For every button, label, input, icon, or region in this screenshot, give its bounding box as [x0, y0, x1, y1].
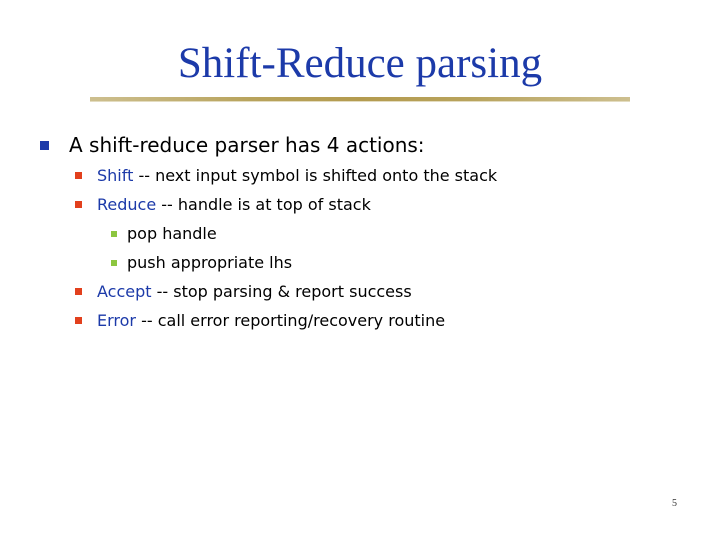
square-bullet-icon	[75, 172, 82, 179]
bullet-accept	[75, 282, 412, 301]
square-bullet-icon	[111, 260, 117, 266]
title-divider	[90, 97, 630, 101]
bullet-text: -- handle is at top of stack	[156, 195, 371, 214]
page-number: 5	[672, 498, 677, 509]
bullet-text: -- next input symbol is shifted onto the stack	[133, 166, 498, 185]
bullet-error	[75, 311, 445, 330]
square-bullet-icon	[75, 317, 82, 324]
bullet-keyword: Error	[97, 311, 136, 330]
bullet-shift	[75, 166, 497, 185]
bullet-keyword: Reduce	[97, 195, 157, 214]
square-bullet-icon	[111, 231, 117, 237]
bullet-text: push appropriate lhs	[127, 253, 293, 272]
bullet-text: -- call error reporting/recovery routine	[136, 311, 446, 330]
square-bullet-icon	[75, 288, 82, 295]
bullet-keyword: Shift	[97, 166, 134, 185]
square-bullet-icon	[75, 201, 82, 208]
bullet-text: pop handle	[127, 224, 217, 243]
bullet-main	[40, 133, 425, 157]
bullet-pop-handle	[111, 224, 217, 243]
bullet-reduce	[75, 195, 371, 214]
bullet-keyword: Accept	[97, 282, 152, 301]
bullet-text: -- stop parsing & report success	[151, 282, 412, 301]
bullet-main-text: A shift-reduce parser has 4 actions:	[69, 133, 425, 157]
slide-title: Shift-Reduce parsing	[177, 40, 543, 87]
bullet-push-lhs	[111, 253, 292, 272]
square-bullet-icon	[40, 141, 49, 150]
